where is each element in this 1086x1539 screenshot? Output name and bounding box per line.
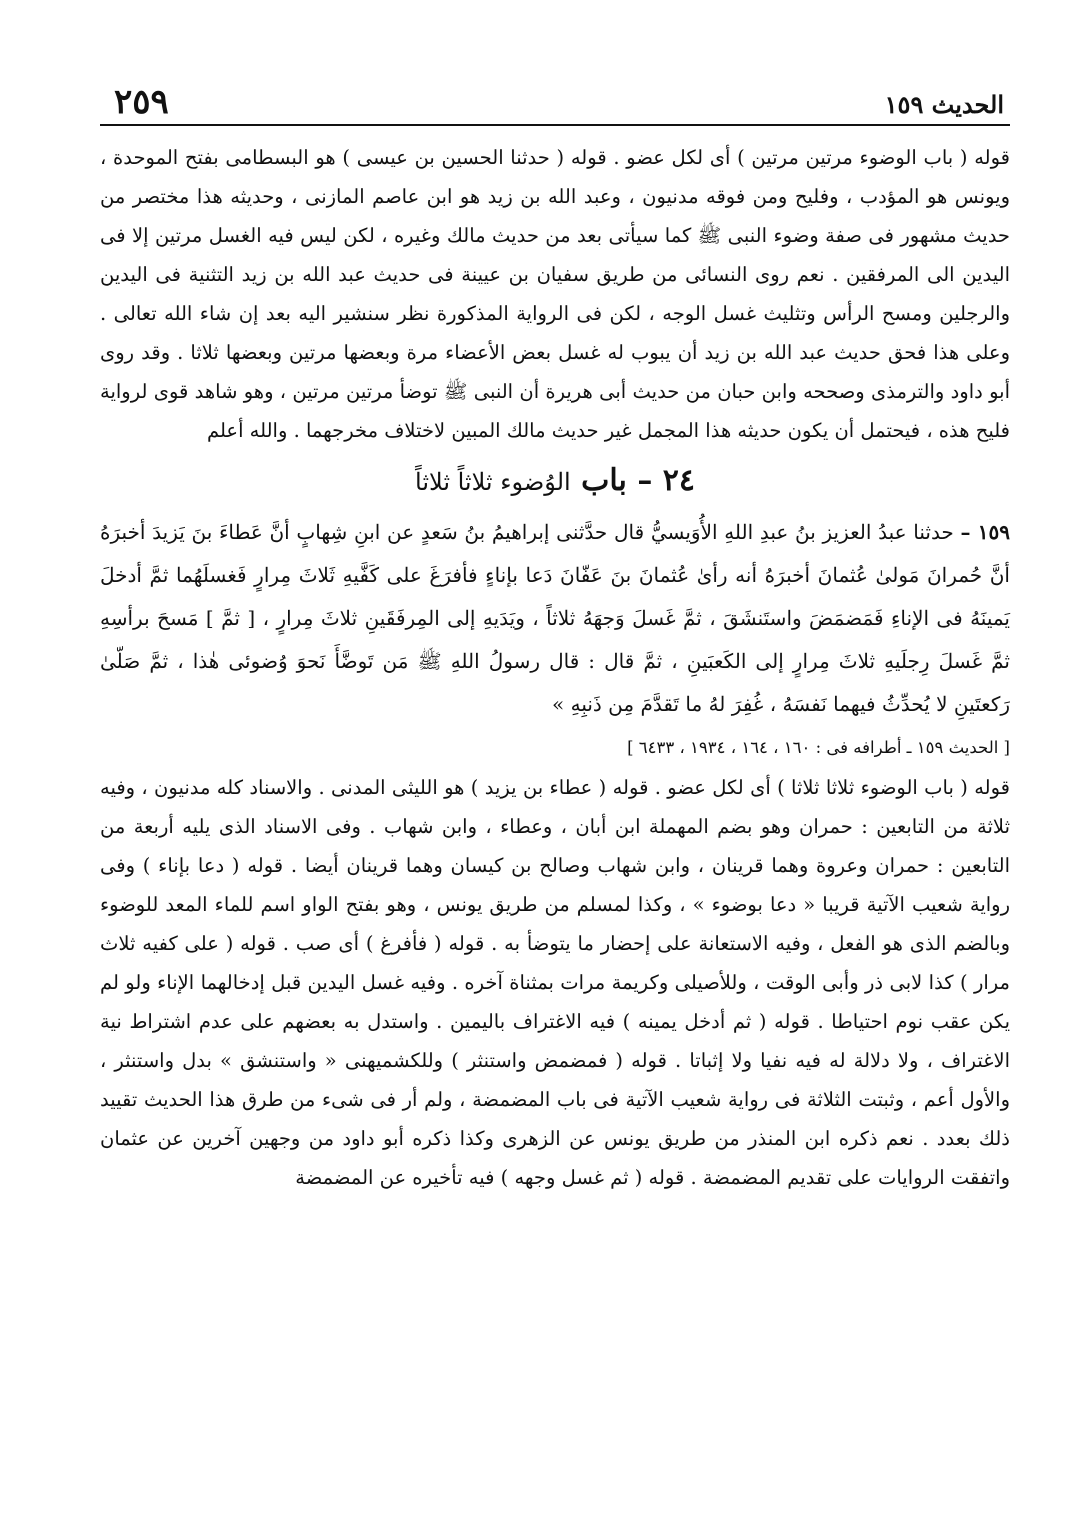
page-number: ٢٥٩ xyxy=(114,82,169,122)
commentary-paragraph-bottom: قوله ( باب الوضوء ثلاثا ثلاثا ) أى لكل عضو . قوله ( عطاء بن يزيد ) هو الليثى المدنى . والاسناد كله مدنيون ، وفيه ثلاثة من التابعين : حمران وهو بضم المهملة ابن أبان ، وعطاء ، وابن شهاب . وفى الاسناد الذى يليه أربعة من التابعين : حمران وعروة وهما قرينان ، وابن شهاب وصالح بن كيسان وهما قرينان أيضا . قوله ( دعا بإناء ) وفى رواية شعيب الآتية قريبا « دعا بوضوء » ، وكذا لمسلم من طريق يونس ، وهو بفتح الواو اسم للماء المعد للوضوء وبالضم الذى هو الفعل ، وفيه الاستعانة على إحضار ما يتوضأ به . قوله ( فأفرغ ) أى صب . قوله ( على كفيه ثلاث مرار ) كذا لابى ذر وأبى الوقت ، وللأصيلى وكريمة مرات بمثناة آخره . وفيه غسل اليدين قبل إدخالهما الإناء ولو لم يكن عقب نوم احتياطا . قوله ( ثم أدخل يمينه ) فيه الاغتراف باليمين . واستدل به بعضهم على عدم اشتراط نية الاغتراف ، ولا دلالة له فيه نفيا ولا إثباتا . قوله ( فمضمض واستنثر ) وللكشميهنى « واستنشق » بدل واستنثر ، والأول أعم ، وثبتت الثلاثة فى رواية شعيب الآتية فى باب المضمضة ، ولم أر فى شىء من طرق هذا الحديث تقييد ذلك بعدد . نعم ذكره ابن المنذر من طريق يونس عن الزهرى وكذا ذكره أبو داود من وجهين آخرين عن عثمان واتفقت الروايات على تقديم المضمضة . قوله ( ثم غسل وجهه ) فيه تأخيره عن المضمضة xyxy=(100,776,1010,1189)
book-page xyxy=(100,80,1010,1197)
chapter-title: الوُضوء ثلاثاً ثلاثاً xyxy=(415,468,571,496)
page-header xyxy=(100,80,1010,126)
hadith-cross-references: [ الحديث ١٥٩ ـ أطرافه فى : ١٦٠ ، ١٦٤ ، ١٩٣٤ ، ٦٤٣٣ ] xyxy=(627,738,1010,757)
chapter-heading xyxy=(100,460,1010,503)
commentary-paragraph-top: قوله ( باب الوضوء مرتين مرتين ) أى لكل عضو . قوله ( حدثنا الحسين بن عيسى ) هو البسطامى بفتح الموحدة ، ويونس هو المؤدب ، وفليح ومن فوقه مدنيون ، وعبد الله بن زيد هو ابن عاصم المازنى ، وحديثه هذا مختصر من حديث مشهور فى صفة وضوء النبى ﷺ كما سيأتى بعد من حديث مالك وغيره ، لكن ليس فيه الغسل مرتين إلا فى اليدين الى المرفقين . نعم روى النسائى من طريق سفيان بن عيينة فى حديث عبد الله بن زيد التثنية فى اليدين والرجلين ومسح الرأس وتثليث غسل الوجه ، لكن فى الرواية المذكورة نظر سنشير اليه بعد إن شاء الله تعالى . وعلى هذا فحق حديث عبد الله بن زيد أن يبوب له غسل بعض الأعضاء مرة وبعضها مرتين وبعضها ثلاثا . وقد روى أبو داود والترمذى وصححه وابن حبان من حديث أبى هريرة أن النبى ﷺ توضأ مرتين مرتين ، وهو شاهد قوى لرواية فليح هذه ، فيحتمل أن يكون حديثه هذا المجمل غير حديث مالك المبين لاختلاف مخرجهما . والله أعلم xyxy=(100,146,1010,442)
hadith-number: ١٥٩ – xyxy=(960,520,1011,544)
hadith-text: حدثنا عبدُ العزيز بنُ عبدِ اللهِ الأُوَيسيُّ قال حدَّثنى إبراهيمُ بنُ سَعدٍ عن ابنِ شِهابٍ أنَّ عَطاءَ بنَ يَزيدَ أخبرَهُ أنَّ حُمرانَ مَولىٰ عُثمانَ أخبرَهُ أنه رأىٰ عُثمانَ بنَ عَفّانَ دَعا بإناءٍ فأفرَغَ على كَفَّيهِ ثَلاثَ مِرارٍ فَغسلَهُما ثمَّ أدخلَ يَمينَهُ فى الإناءِ فَمَضمَضَ واستَنشَقَ ، ثمَّ غَسلَ وَجهَهُ ثلاثاً ، ويَدَيهِ إلى المِرفَقَينِ ثلاثَ مِرارٍ ، [ ثمَّ ] مَسحَ برأسِهِ ثمَّ غَسلَ رِجلَيهِ ثلاثَ مِرارٍ إلى الكَعبَينِ ، ثمَّ قال : قال رسولُ اللهِ ﷺ مَن تَوضَّأَ نَحوَ وُضوئى هٰذا ، ثمَّ صَلّىٰ رَكعتَينِ لا يُحدِّثُ فيهما نَفسَهُ ، غُفِرَ لهُ ما تَقدَّمَ مِن ذَنبِهِ » xyxy=(100,520,1010,716)
hadith-text-block xyxy=(100,511,1010,726)
chapter-number: ٢٤ – باب xyxy=(581,463,695,498)
running-title: الحديث ١٥٩ xyxy=(884,90,1004,119)
